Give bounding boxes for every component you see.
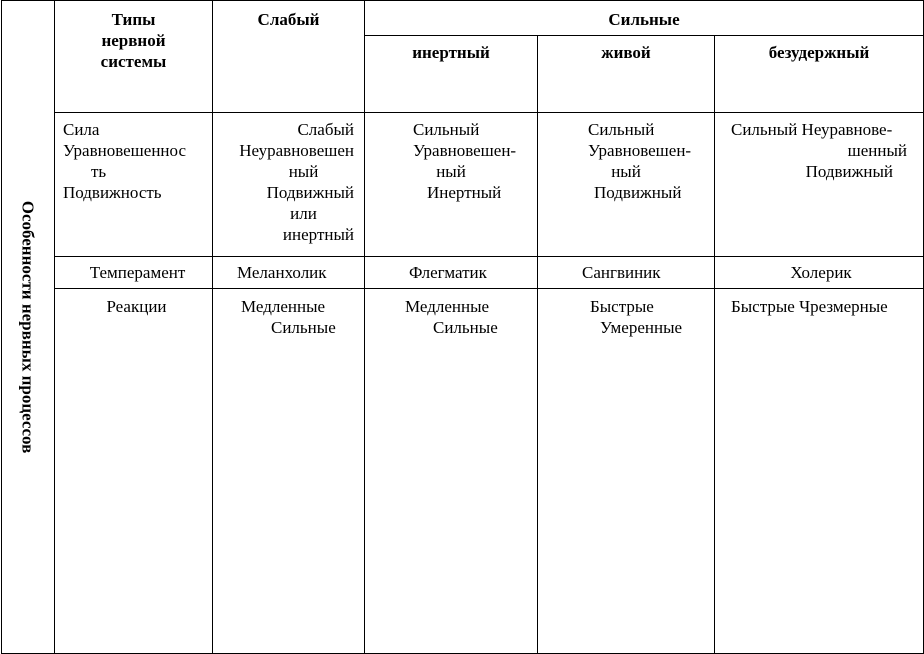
property-value: Подвижный (266, 183, 354, 202)
properties-inert-cell (365, 113, 538, 257)
property-value: Сильный Неуравнове- (731, 120, 893, 139)
header-unbridled-cell (715, 36, 924, 113)
property-value: ный (288, 162, 319, 181)
property-value: Инертный (427, 183, 502, 202)
property-value: Слабый (297, 120, 354, 139)
property-label: Сила (63, 120, 100, 139)
temperament-value: Холерик (790, 263, 852, 282)
reactions-label: Реакции (106, 297, 167, 316)
property-label: Уравновешеннос (63, 141, 186, 160)
property-value: Уравновешен- (588, 141, 692, 160)
property-label: ть (91, 162, 107, 181)
header-unbridled-label: безудержный (768, 43, 870, 62)
property-value: ный (611, 162, 641, 181)
property-value: Сильный (413, 120, 480, 139)
header-types-line: нервной (101, 31, 166, 50)
reaction-value: Быстрые Чрезмерные (731, 297, 888, 316)
header-types-line: системы (100, 52, 167, 71)
reactions-label-cell (55, 289, 213, 654)
header-live-cell (538, 36, 715, 113)
property-value: Уравновешен- (413, 141, 517, 160)
property-value: шенный (847, 141, 908, 160)
header-inert-label: инертный (412, 43, 490, 62)
properties-weak-cell (213, 113, 365, 257)
reaction-value: Сильные (271, 318, 336, 337)
nervous-system-types-table (1, 0, 924, 654)
reactions-live-cell (538, 289, 715, 654)
side-heading-cell (2, 1, 55, 654)
properties-label-cell (55, 113, 213, 257)
reaction-value: Быстрые (590, 297, 654, 316)
temperament-label: Темперамент (89, 263, 186, 282)
side-heading-label: Особенности нервных процессов (18, 200, 38, 454)
header-types-cell (55, 1, 213, 113)
property-value: Сильный (588, 120, 655, 139)
header-weak-label: Слабый (257, 10, 320, 29)
reaction-value: Медленные (405, 297, 490, 316)
temperament-value: Сангвиник (582, 263, 661, 282)
property-value: ный (436, 162, 466, 181)
header-weak-cell (213, 1, 365, 113)
reaction-value: Умеренные (600, 318, 683, 337)
reactions-inert-cell (365, 289, 538, 654)
header-strong-cell (365, 1, 924, 36)
temperament-weak-cell (213, 257, 365, 289)
header-inert-cell (365, 36, 538, 113)
reactions-weak-cell (213, 289, 365, 654)
header-strong-label: Сильные (608, 10, 680, 29)
reaction-value: Сильные (433, 318, 498, 337)
properties-unbridled-cell (715, 113, 924, 257)
property-value: Подвижный (594, 183, 682, 202)
temperament-value: Флегматик (409, 263, 487, 282)
temperament-label-cell (55, 257, 213, 289)
property-label: Подвижность (63, 183, 162, 202)
property-value: или (290, 204, 317, 223)
temperament-unbridled-cell (715, 257, 924, 289)
property-value: инертный (282, 225, 354, 244)
properties-live-cell (538, 113, 715, 257)
property-value: Неуравновешен (239, 141, 354, 160)
header-live-label: живой (601, 43, 651, 62)
header-types-line: Типы (111, 10, 156, 29)
reactions-unbridled-cell (715, 289, 924, 654)
temperament-live-cell (538, 257, 715, 289)
property-value: Подвижный (805, 162, 894, 181)
temperament-value: Меланхолик (237, 263, 327, 282)
reaction-value: Медленные (241, 297, 326, 316)
temperament-inert-cell (365, 257, 538, 289)
